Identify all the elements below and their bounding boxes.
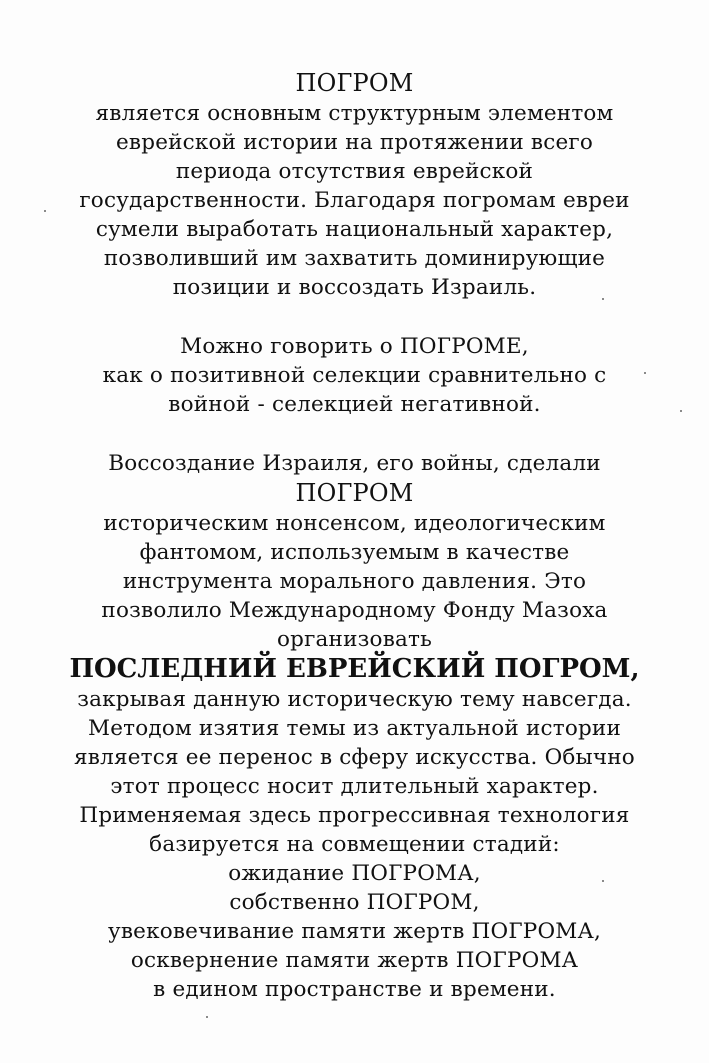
scan-speck [680,410,682,412]
text-line: является ее перенос в сферу искусства. Обычно [74,745,635,770]
text-line: ожидание ПОГРОМА, [228,861,481,886]
paragraph-3 [0,449,709,654]
text-line: является основным структурным элементом [95,101,614,126]
keyword-heading: ПОГРОМ [295,479,414,507]
text-line: осквернение памяти жертв ПОГРОМА [130,948,579,973]
scan-speck [206,1016,208,1018]
text-line: Методом изятия темы из актуальной истории [88,716,621,741]
emphasis-heading: ПОСЛЕДНИЙ ЕВРЕЙСКИЙ ПОГРОМ, [69,654,640,684]
text-line: этот процесс носит длительный характер. [110,774,599,799]
text-line: инструмента морального давления. Это [122,569,587,594]
document-text [0,68,709,1004]
text-line: историческим нонсенсом, идеологическим [103,511,606,536]
scan-speck [602,298,604,300]
paragraph-gap [0,419,709,449]
paragraph-gap [0,302,709,332]
text-line: как о позитивной селекции сравнительно с [102,363,607,388]
scan-speck [602,880,604,882]
text-line: собственно ПОГРОМ, [229,890,480,915]
text-line: Применяемая здесь прогрессивная технология [79,803,630,828]
page-title: ПОГРОМ [295,69,414,97]
paragraph-4 [0,685,709,1004]
paragraph-2 [0,332,709,419]
text-line: государственности. Благодаря погромам евреи [79,188,630,213]
text-line: позиции и воссоздать Израиль. [172,275,537,300]
text-line: войной - селекцией негативной. [168,392,541,417]
text-line: организовать [276,627,433,652]
scan-speck [644,372,646,374]
text-line: увековечивание памяти жертв ПОГРОМА, [108,919,601,944]
text-line: фантомом, используемым в качестве [139,540,570,565]
text-line: позволивший им захватить доминирующие [103,246,606,271]
text-line: закрывая данную историческую тему навсегда. [77,687,632,712]
scan-speck [44,210,46,212]
text-line: Можно говорить о ПОГРОМЕ, [180,334,529,359]
text-line: периода отсутствия еврейской [175,159,534,184]
text-line: базируется на совмещении стадий: [149,832,560,857]
text-line: позволило Международному Фонду Мазоха [101,598,608,623]
text-line: еврейской истории на протяжении всего [116,130,593,155]
text-line: в едином пространстве и времени. [153,977,556,1002]
text-line: Воссоздание Израиля, его войны, сделали [108,451,601,476]
text-line: сумели выработать национальный характер, [95,217,614,242]
paragraph-1 [0,99,709,302]
